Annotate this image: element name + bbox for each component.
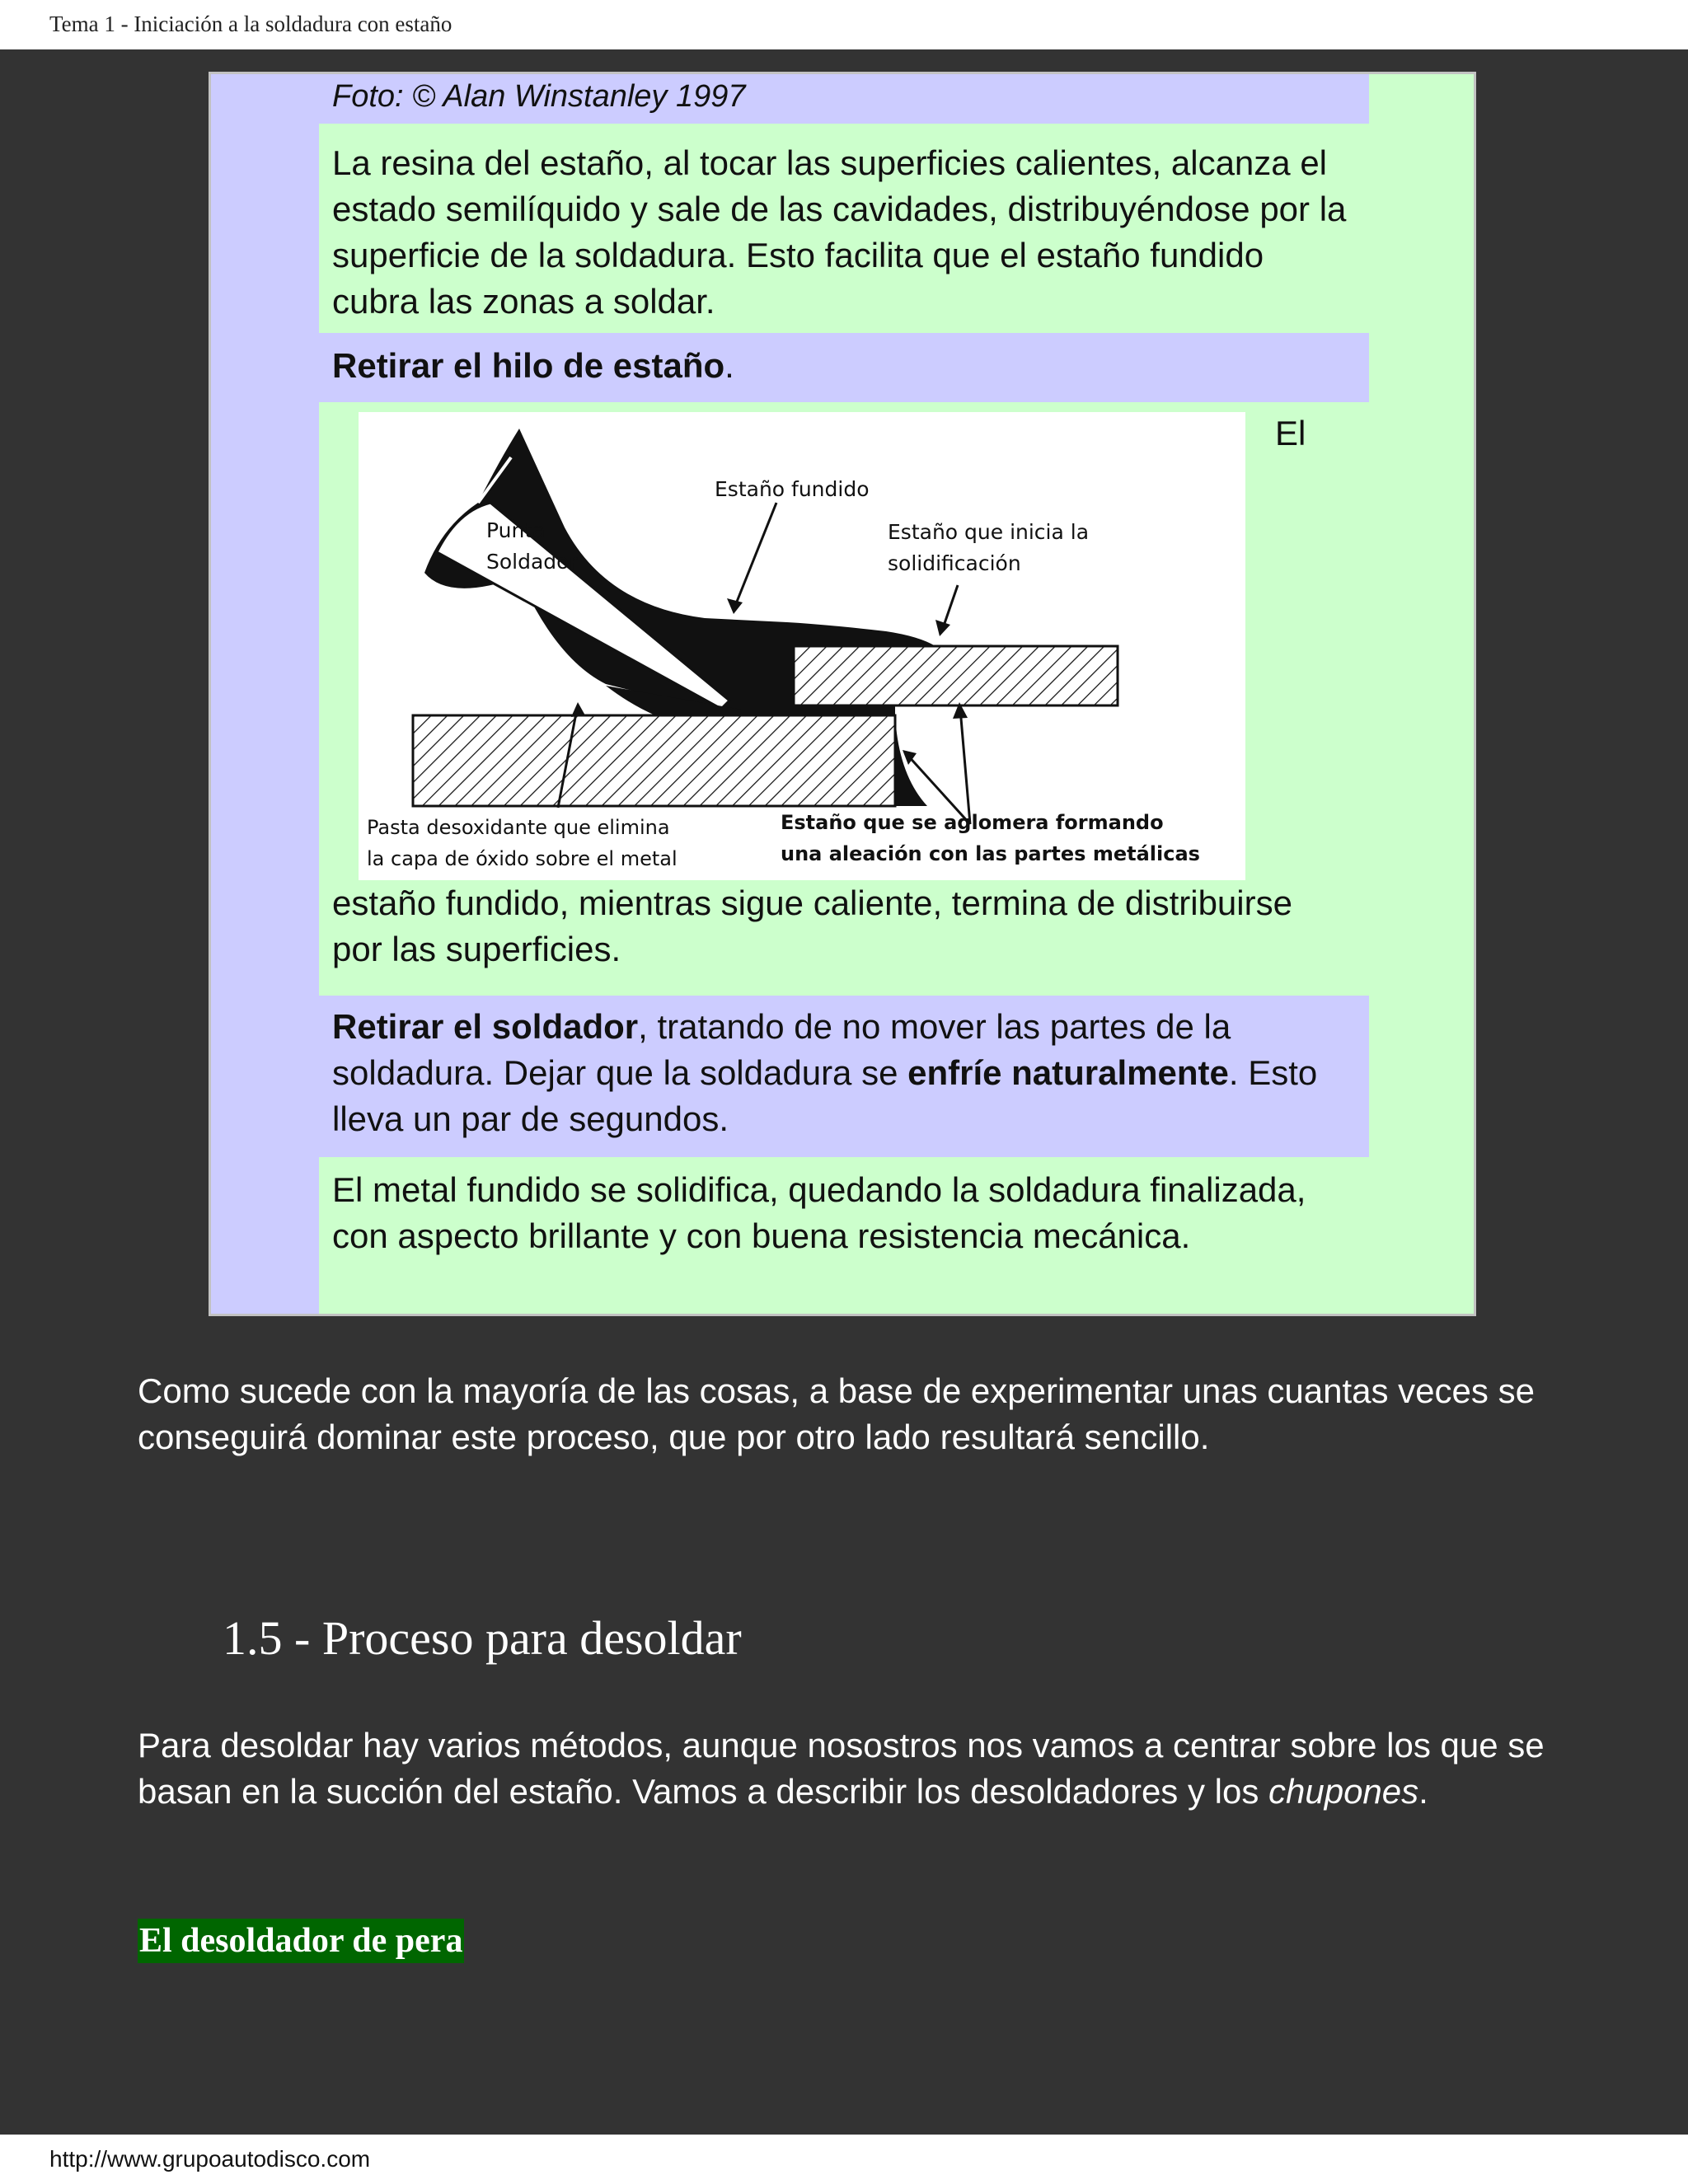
step-remove-solder-wire: Retirar el hilo de estaño. bbox=[319, 333, 1369, 402]
section-heading: 1.5 - Proceso para desoldar bbox=[223, 1611, 742, 1665]
label-aglomera-1: Estaño que se aglomera formando bbox=[781, 811, 1164, 834]
step-remove-iron: Retirar el soldador, tratando de no mover las partes de la soldadura. Dejar que la soldadura se enfríe naturalmente. Esto lleva un par de segundos. bbox=[319, 996, 1369, 1157]
figure-block bbox=[319, 402, 1369, 1057]
solidify-paragraph: El metal fundido se solidifica, quedando la soldadura finalizada, con aspecto brillante y con buena resistencia mecánica. bbox=[332, 1170, 1306, 1255]
label-solidificacion-1: Estaño que inicia la bbox=[888, 520, 1090, 544]
resin-paragraph: La resina del estaño, al tocar las superficies calientes, alcanza el estado semilíquido y sale de las cavidades, distribuyéndose por la superficie de la soldadura. Esto facilita que el estaño fundido cubra las zonas a soldar. bbox=[332, 143, 1347, 321]
instruction-panel bbox=[209, 72, 1476, 1316]
label-estano-fundido: Estaño fundido bbox=[715, 477, 870, 501]
figure-caption: estaño fundido, mientras sigue caliente, termina de distribuirse por las superficies. bbox=[332, 883, 1292, 968]
desoldering-intro-paragraph: Para desoldar hay varios métodos, aunque nosostros nos vamos a centrar sobre los que se basan en la succión del estaño. Vamos a describir los desoldadores y los chupones. bbox=[138, 1726, 1545, 1811]
soldering-diagram bbox=[359, 412, 1245, 880]
upper-plate bbox=[794, 646, 1118, 705]
label-punta: Punta bbox=[486, 518, 546, 542]
iron-tip bbox=[437, 503, 729, 709]
label-soldador: Soldador bbox=[486, 550, 578, 574]
panel-left-column bbox=[211, 74, 319, 1314]
label-solidificacion-2: solidificación bbox=[888, 551, 1021, 575]
label-pasta-2: la capa de óxido sobre el metal bbox=[367, 847, 678, 870]
label-aglomera-2: una aleación con las partes metálicas bbox=[781, 842, 1200, 865]
base-plate bbox=[413, 715, 895, 806]
label-pasta-1: Pasta desoxidante que elimina bbox=[367, 816, 670, 839]
page-header bbox=[0, 0, 1688, 49]
practice-paragraph: Como sucede con la mayoría de las cosas, a base de experimentar unas cuantas veces se conseguirá dominar este proceso, que por otro lado resultará sencillo. bbox=[138, 1371, 1535, 1456]
subsection-heading: El desoldador de pera bbox=[138, 1919, 464, 1963]
header-title: Tema 1 - Iniciación a la soldadura con estaño bbox=[49, 12, 452, 36]
photo-credit: Foto: © Alan Winstanley 1997 bbox=[319, 74, 1369, 124]
figure-side-word: El bbox=[1275, 414, 1306, 452]
page-footer bbox=[0, 2135, 1688, 2184]
footer-url: http://www.grupoautodisco.com bbox=[49, 2146, 371, 2172]
step-remove-solder-wire-bold: Retirar el hilo de estaño bbox=[332, 346, 725, 385]
